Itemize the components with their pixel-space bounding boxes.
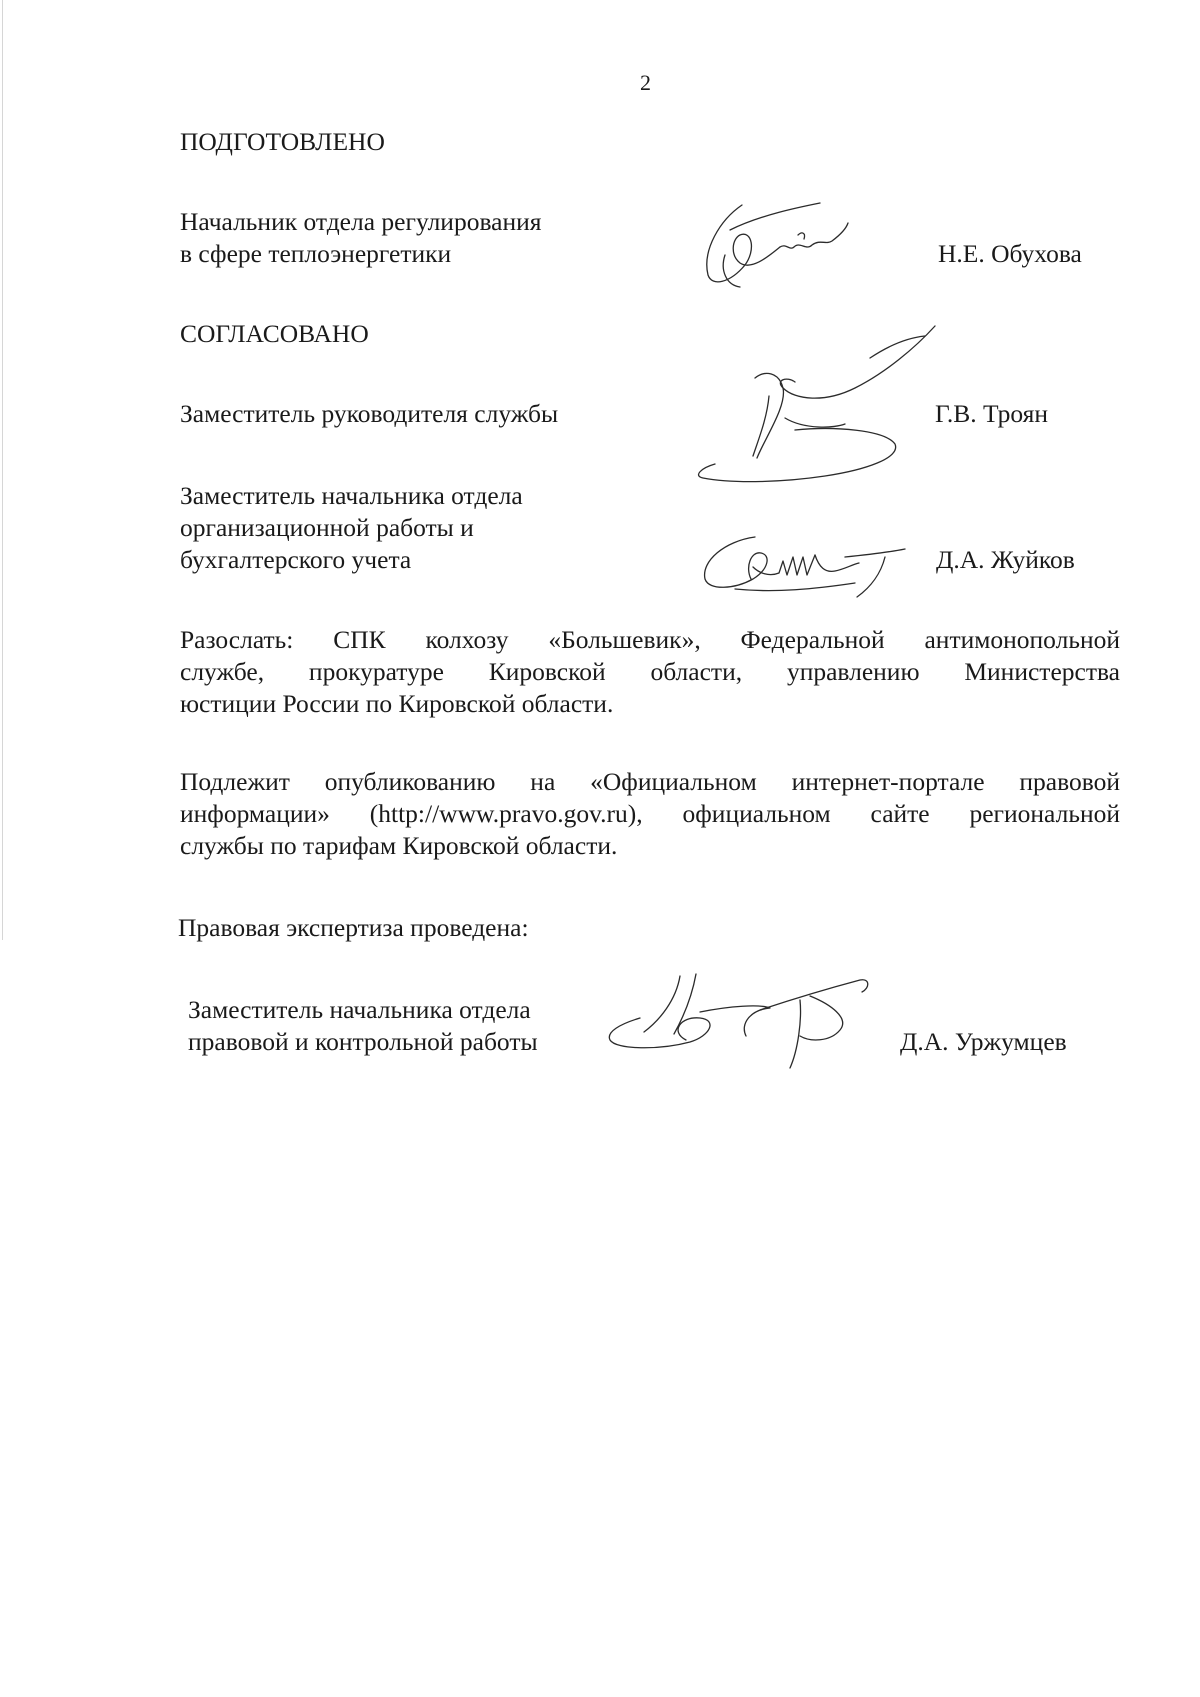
distribution-paragraph [180, 624, 1120, 720]
signature-urzhumtsev [600, 970, 900, 1070]
legal-review-position-line: правовой и контрольной работы [188, 1027, 538, 1056]
publication-paragraph [180, 766, 1120, 862]
legal-review-heading: Правовая экспертиза проведена: [178, 913, 529, 942]
prepared-name: Н.Е. Обухова [938, 239, 1082, 268]
signature-troyan [695, 318, 955, 493]
agreed-name-2: Д.А. Жуйков [936, 545, 1075, 574]
legal-review-name: Д.А. Уржумцев [900, 1027, 1067, 1056]
scan-edge-line [2, 0, 3, 940]
prepared-heading: ПОДГОТОВЛЕНО [180, 127, 385, 156]
prepared-position [180, 206, 542, 270]
distribution-line: службе, прокуратуре Кировской области, управлению Министерства [180, 657, 1120, 686]
page-number: 2 [640, 70, 651, 95]
agreed-heading: СОГЛАСОВАНО [180, 319, 369, 348]
distribution-line: юстиции России по Кировской области. [180, 689, 614, 718]
agreed-position-2 [180, 480, 523, 576]
distribution-line: Разослать: СПК колхозу «Большевик», Федеральной антимонопольной [180, 625, 1120, 654]
signature-zhuykov [695, 527, 925, 607]
prepared-position-line: Начальник отдела регулирования [180, 207, 542, 236]
agreed-position-line: Заместитель начальника отдела [180, 481, 523, 510]
publication-line: информации» (http://www.pravo.gov.ru), официальном сайте региональной [180, 799, 1120, 828]
legal-review-position-line: Заместитель начальника отдела [188, 995, 531, 1024]
agreed-position-1 [180, 398, 558, 430]
publication-line: службы по тарифам Кировской области. [180, 831, 618, 860]
signature-obukhova [690, 195, 880, 295]
agreed-position-line: бухгалтерского учета [180, 545, 412, 574]
agreed-position-line: организационной работы и [180, 513, 474, 542]
legal-review-position [188, 994, 538, 1058]
prepared-position-line: в сфере теплоэнергетики [180, 239, 452, 268]
agreed-position-line: Заместитель руководителя службы [180, 399, 559, 428]
publication-line: Подлежит опубликованию на «Официальном интернет-портале правовой [180, 767, 1120, 796]
agreed-name-1: Г.В. Троян [935, 399, 1048, 428]
